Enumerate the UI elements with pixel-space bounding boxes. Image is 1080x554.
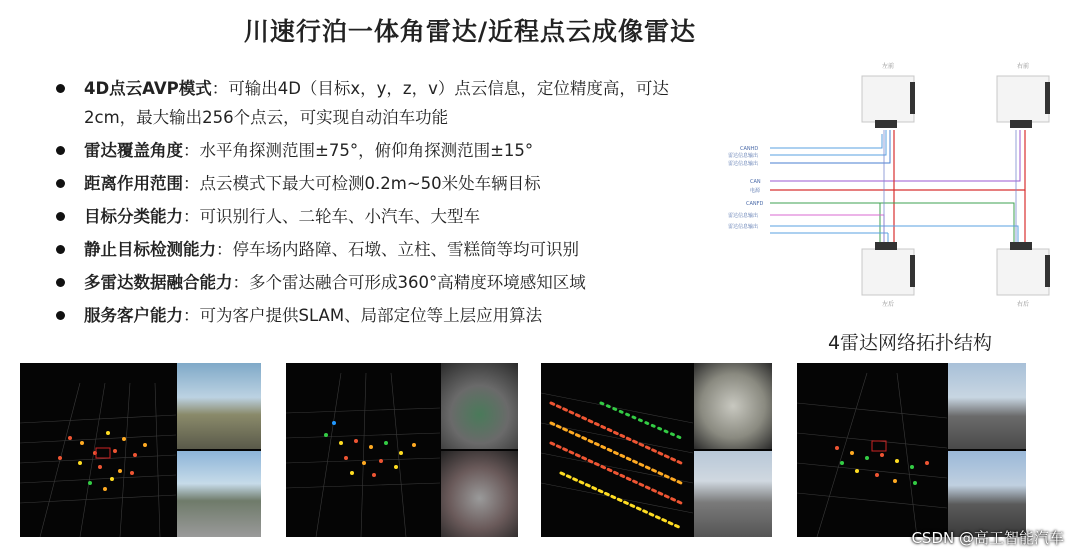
feature-label: 目标分类能力	[84, 207, 183, 226]
feature-separator: ：	[216, 240, 233, 259]
feature-separator: ：	[183, 306, 200, 325]
point-cloud-view	[20, 363, 176, 537]
radar-connector	[1010, 120, 1032, 128]
point-cloud-view	[541, 363, 693, 537]
point-cloud-grid	[286, 373, 440, 537]
radar-front-left	[862, 62, 915, 128]
wire-radar-output	[770, 215, 884, 242]
camera-view	[694, 363, 772, 449]
feature-item	[56, 169, 696, 198]
wire-labels	[728, 146, 764, 230]
feature-label: 雷达覆盖角度	[84, 141, 183, 160]
radar-connector	[875, 242, 897, 250]
point-cloud-points	[835, 441, 929, 485]
radar-connector	[910, 255, 915, 287]
topology-caption: 4雷达网络拓扑结构	[827, 332, 993, 354]
watermark: CSDN @高工智能汽车	[911, 529, 1064, 547]
point-cloud-view	[797, 363, 947, 537]
wire-radar-output	[770, 130, 886, 155]
feature-item	[56, 202, 696, 231]
radar-rear-right	[997, 242, 1050, 308]
point-cloud-view	[286, 363, 440, 537]
feature-label: 静止目标检测能力	[84, 240, 216, 259]
radar-box	[997, 249, 1049, 295]
wire-label: CANFD	[746, 201, 764, 207]
wire-label: CANHD	[740, 146, 759, 152]
camera-view	[177, 451, 261, 537]
feature-text: 停车场内路障、石墩、立柱、雪糕筒等均可识别	[232, 240, 579, 259]
feature-text: 多个雷达融合可形成360°高精度环境感知区域	[249, 273, 586, 292]
wire-canhd	[770, 134, 882, 148]
radar-label: 左后	[881, 301, 895, 308]
point-cloud-panel-4	[797, 363, 1026, 537]
feature-text: 可识别行人、二轮车、小汽车、大型车	[199, 207, 480, 226]
feature-text: 可输出4D（目标x，y，z，v）点云信息，定位精度高，可达2cm，最大输出256个点云，可实现自动泊车功能	[84, 79, 669, 127]
feature-label: 4D点云AVP模式	[84, 79, 212, 98]
wire-label: 雷达信息输出	[728, 161, 759, 167]
camera-view	[177, 363, 261, 449]
wire-canfd	[880, 203, 1014, 242]
point-cloud-grid	[20, 383, 176, 537]
radar-connector	[1010, 242, 1032, 250]
feature-separator: ：	[183, 207, 200, 226]
radar-connector	[1045, 255, 1050, 287]
feature-separator: ：	[183, 141, 200, 160]
point-cloud-points	[324, 421, 416, 477]
point-cloud-panel-2	[286, 363, 518, 537]
radar-topology-diagram	[720, 56, 1065, 312]
radar-label: 右前	[1016, 63, 1030, 70]
point-cloud-grid	[797, 373, 947, 537]
feature-label: 距离作用范围	[84, 174, 183, 193]
camera-view	[948, 451, 1026, 537]
point-cloud-points	[58, 431, 147, 491]
camera-view	[441, 363, 518, 449]
feature-separator: ：	[183, 174, 200, 193]
point-cloud-panel-1	[20, 363, 261, 537]
radar-front-right	[997, 62, 1050, 128]
page-title: 川速行泊一体角雷达/近程点云成像雷达	[243, 17, 697, 46]
wire-radar-output	[770, 130, 890, 163]
feature-item	[56, 74, 696, 132]
radar-box	[862, 249, 914, 295]
feature-item	[56, 235, 696, 264]
feature-text: 水平角探测范围±75°，俯仰角探测范围±15°	[199, 141, 534, 160]
point-cloud-panel-3	[541, 363, 772, 537]
topology-wires	[770, 130, 1025, 242]
wire-label: 雷达信息输出	[728, 224, 759, 230]
feature-text: 点云模式下最大可检测0.2m~50米处车辆目标	[199, 174, 541, 193]
wire-label: 电源	[750, 188, 761, 194]
feature-separator: ：	[232, 273, 249, 292]
camera-view	[441, 451, 518, 537]
radar-label: 右后	[1016, 301, 1030, 308]
wire-label: 雷达信息输出	[728, 153, 759, 159]
wire-label: CAN	[750, 179, 761, 185]
wire-canfd	[770, 203, 880, 242]
point-cloud-points	[551, 403, 681, 528]
radar-connector	[1045, 82, 1050, 114]
radar-rear-left	[862, 242, 915, 308]
feature-label: 多雷达数据融合能力	[84, 273, 233, 292]
camera-view	[694, 451, 772, 537]
feature-list	[56, 74, 696, 334]
radar-label: 左前	[881, 63, 895, 70]
feature-separator: ：	[211, 79, 229, 98]
feature-item	[56, 136, 696, 165]
radar-box	[997, 76, 1049, 122]
radar-connector	[875, 120, 897, 128]
camera-view	[948, 363, 1026, 449]
feature-text: 可为客户提供SLAM、局部定位等上层应用算法	[199, 306, 543, 325]
radar-connector	[910, 82, 915, 114]
feature-label: 服务客户能力	[84, 306, 183, 325]
feature-item	[56, 301, 696, 330]
wire-label: 雷达信息输出	[728, 213, 759, 219]
radar-box	[862, 76, 914, 122]
feature-item	[56, 268, 696, 297]
